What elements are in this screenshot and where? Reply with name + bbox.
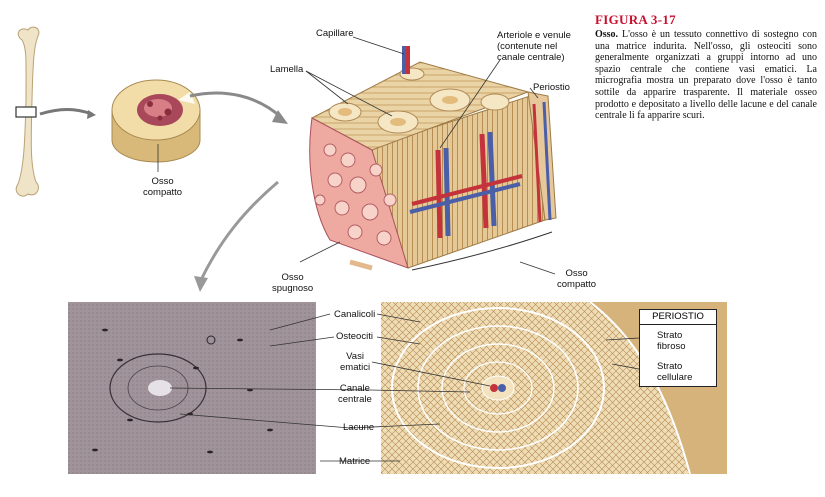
- label-vasi-ematici: Vasi ematici: [340, 351, 371, 373]
- label-matrice: Matrice: [339, 456, 371, 467]
- figure-caption-text: L'osso è un tessuto connettivo di sostegno con una matrice indurita. Nell'osso, gli osteociti sono generalmente organizzati a gruppi intorno ad uno spazio centrale che contiene vasi ematici. La micrografia mostra un preparato dove l'osso è tanto sottile da apparire trasparente. Il materiale osseo prodotto e depositato a livello delle lacune e del canale centrale li fa apparire scuri.: [595, 29, 817, 122]
- periostio-legend-title: PERIOSTIO: [640, 310, 716, 325]
- label-osso-compatto-small: Osso compatto: [143, 176, 183, 198]
- label-canale-centrale: Canale centrale: [338, 383, 372, 405]
- label-osso-compatto-large: Osso compatto: [557, 268, 597, 290]
- arrow-block-to-micrograph: [200, 182, 278, 282]
- label-lamella: Lamella: [270, 64, 304, 75]
- bone-block-illustration: [310, 46, 556, 270]
- arrow-section-to-block: [190, 93, 282, 118]
- label-lacune: Lacune: [343, 422, 375, 433]
- label-osteociti: Osteociti: [336, 331, 373, 342]
- label-arteriole-venule: Arteriole e venule (contenute nel canale centrale): [497, 30, 571, 63]
- label-strato-fibroso: Strato fibroso: [657, 330, 686, 352]
- label-osso-spugnoso: Osso spugnoso: [272, 272, 314, 294]
- label-strato-cellulare: Strato cellulare: [657, 361, 693, 383]
- figure-caption: [595, 12, 817, 122]
- label-canalicoli: Canalicoli: [334, 309, 376, 320]
- label-capillare: Capillare: [316, 28, 354, 39]
- figure-caption-lead: Osso.: [595, 29, 619, 40]
- bone-cross-section: [112, 80, 200, 162]
- arrow-bone-to-section: [40, 110, 92, 115]
- long-bone-illustration: [16, 27, 39, 196]
- figure-title: FIGURA 3-17: [595, 12, 676, 27]
- label-periostio: Periostio: [533, 82, 570, 93]
- figure-caption-body: [595, 29, 817, 122]
